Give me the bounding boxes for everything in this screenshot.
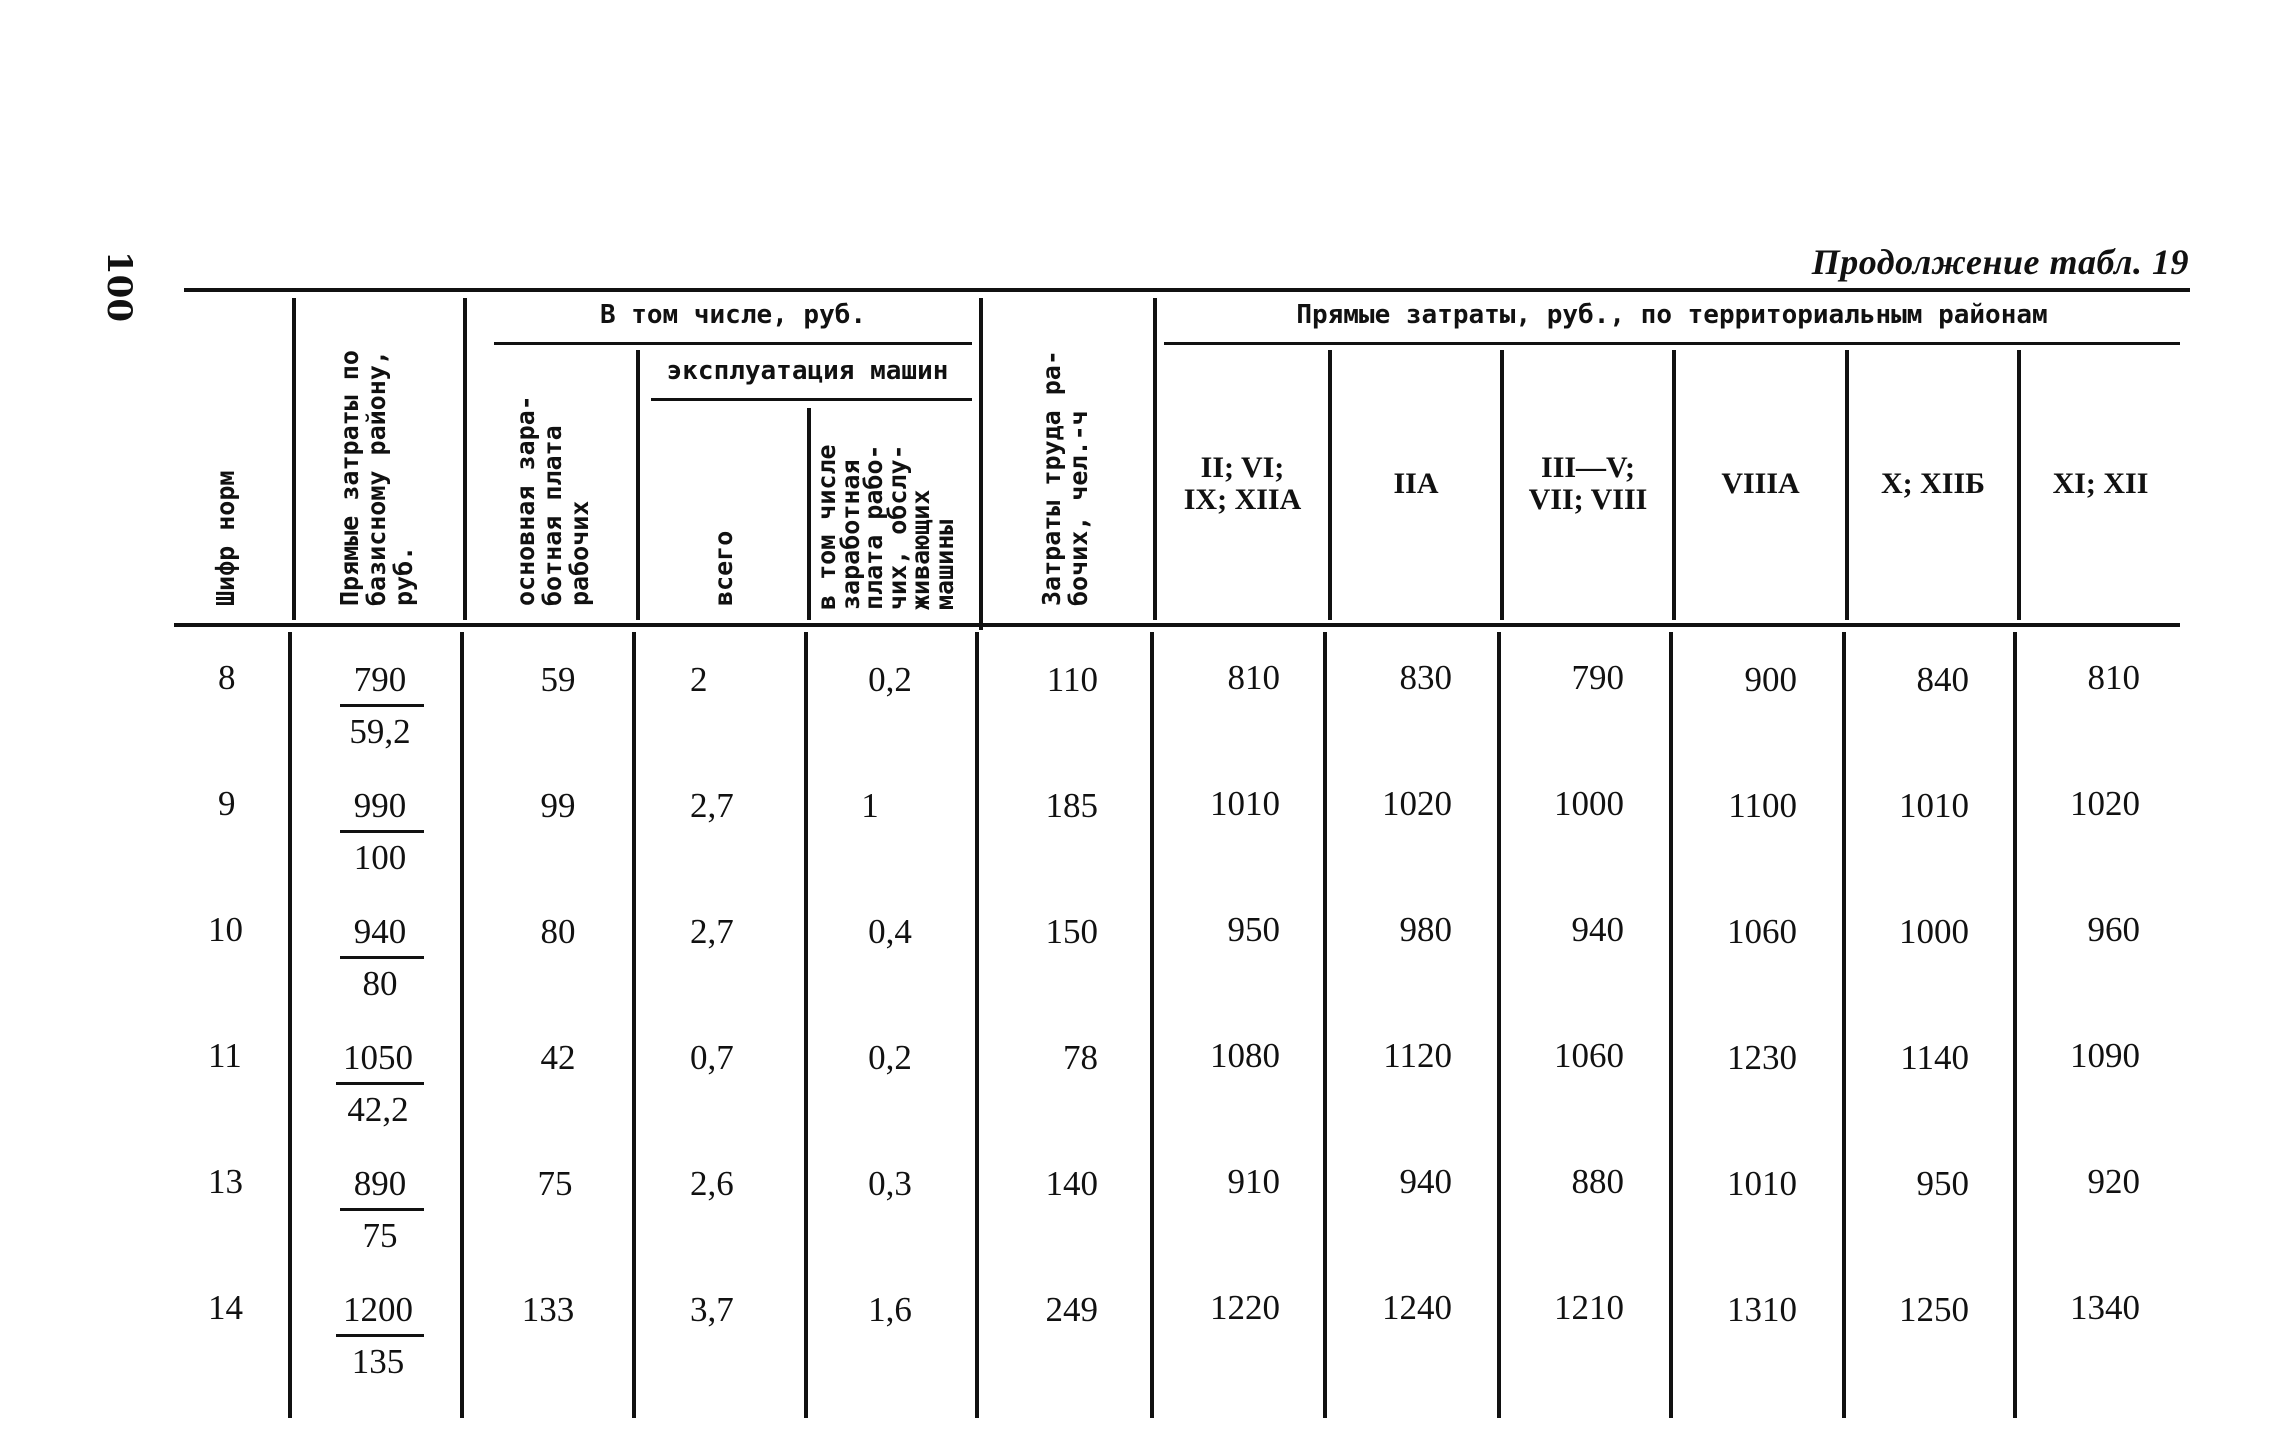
district-header: II; VI; IX; XIIA [1183, 451, 1302, 516]
cell-osnovnaya: 42 [540, 1038, 576, 1077]
header-shifr: Шифр норм [211, 470, 240, 606]
cell-district: 900 [1744, 660, 1797, 699]
cell-shifr: 11 [208, 1036, 242, 1075]
cell-district: 1020 [2070, 784, 2140, 823]
cell-osnovnaya: 133 [521, 1290, 575, 1329]
header-vline [292, 298, 296, 620]
cell-district: 1000 [1899, 912, 1969, 951]
cell-district: 1010 [1727, 1164, 1797, 1203]
cell-zp-mashin: 0,3 [868, 1164, 912, 1203]
fraction-numerator: 940 [353, 912, 407, 951]
cell-district: 1060 [1727, 912, 1797, 951]
cell-district: 1310 [1727, 1290, 1797, 1329]
body-vline [1842, 632, 1846, 1418]
header-zp-mashin: в том числе заработная плата рабо- чих, обслу- живающих машины [812, 444, 959, 610]
cell-district: 790 [1571, 658, 1624, 697]
cell-pryamye-fraction [330, 786, 430, 886]
cell-vsego: 2 [690, 660, 708, 699]
cell-pryamye-fraction [326, 1290, 430, 1390]
cell-pryamye-fraction [330, 912, 430, 1012]
cell-district: 830 [1399, 658, 1452, 697]
district-header: IIA [1393, 467, 1439, 500]
cell-district: 910 [1227, 1162, 1280, 1201]
cell-trud: 78 [1063, 1038, 1098, 1077]
cell-district: 950 [1227, 910, 1280, 949]
cell-district: 1340 [2070, 1288, 2140, 1327]
cell-osnovnaya: 99 [540, 786, 576, 825]
cell-zp-mashin: 0,2 [868, 660, 912, 699]
header-vline [463, 298, 467, 620]
cell-district: 1000 [1554, 784, 1624, 823]
body-vline [632, 632, 636, 1418]
body-vline [804, 632, 808, 1418]
header-pryamye-zatraty: Прямые затраты по базисному району, руб. [335, 350, 418, 606]
fraction-denominator: 75 [362, 1216, 398, 1255]
fraction-bar [340, 956, 424, 959]
header-v-tom-chisle: В том числе, руб. [599, 300, 867, 330]
fraction-bar [340, 1208, 424, 1211]
top-rule [184, 288, 2190, 292]
cell-vsego: 2,7 [690, 786, 734, 825]
cell-trud: 110 [1046, 660, 1098, 699]
cell-pryamye-fraction [330, 660, 430, 760]
cell-district: 1090 [2070, 1036, 2140, 1075]
fraction-numerator: 890 [353, 1164, 407, 1203]
fraction-denominator: 42,2 [347, 1090, 409, 1129]
cell-district: 960 [2087, 910, 2140, 949]
cell-zp-mashin: 1,6 [868, 1290, 912, 1329]
cell-district: 1080 [1210, 1036, 1280, 1075]
ekspluataciya-rule [651, 398, 972, 401]
header-ekspluataciya: эксплуатация машин [666, 356, 949, 386]
cell-district: 1250 [1899, 1290, 1969, 1329]
cell-district: 1020 [1382, 784, 1452, 823]
cell-district: 810 [1227, 658, 1280, 697]
district-header: III—V; VII; VIII [1528, 451, 1648, 516]
body-vline [1150, 632, 1154, 1418]
cell-trud: 150 [1045, 912, 1098, 951]
fraction-numerator: 1050 [343, 1038, 413, 1077]
header-vline [979, 298, 983, 630]
fraction-numerator: 1200 [343, 1290, 413, 1329]
cell-district: 950 [1916, 1164, 1969, 1203]
v-tom-chisle-rule [494, 342, 972, 345]
body-vline [1323, 632, 1327, 1418]
cell-district: 840 [1916, 660, 1969, 699]
body-vline [460, 632, 464, 1418]
cell-district: 1140 [1900, 1038, 1969, 1077]
cell-vsego: 0,7 [690, 1038, 734, 1077]
district-header: X; XIIБ [1880, 467, 1985, 500]
fraction-denominator: 135 [351, 1342, 405, 1381]
cell-zp-mashin: 0,2 [868, 1038, 912, 1077]
cell-district: 1210 [1554, 1288, 1624, 1327]
fraction-bar [336, 1334, 424, 1337]
cell-vsego: 3,7 [690, 1290, 734, 1329]
page-number: 100 [99, 251, 139, 322]
fraction-bar [340, 830, 424, 833]
body-vline [288, 632, 292, 1418]
cell-zp-mashin: 0,4 [868, 912, 912, 951]
header-bottom-rule [174, 623, 2180, 627]
cell-district: 880 [1571, 1162, 1624, 1201]
cell-district: 1060 [1554, 1036, 1624, 1075]
table-caption: Продолжение табл. 19 [1811, 242, 2189, 282]
cell-district: 810 [2087, 658, 2140, 697]
cell-district: 1220 [1210, 1288, 1280, 1327]
header-vsego: всего [709, 530, 738, 606]
header-vline [807, 408, 811, 620]
district-header: XI; XII [2052, 467, 2149, 500]
cell-trud: 140 [1045, 1164, 1098, 1203]
cell-osnovnaya: 75 [537, 1164, 573, 1203]
fraction-bar [336, 1082, 424, 1085]
body-vline [1497, 632, 1501, 1418]
cell-vsego: 2,7 [690, 912, 734, 951]
cell-district: 1120 [1383, 1036, 1452, 1075]
cell-district: 1230 [1727, 1038, 1797, 1077]
body-vline [975, 632, 979, 1418]
cell-district: 1100 [1728, 786, 1797, 825]
cell-district: 920 [2087, 1162, 2140, 1201]
body-vline [2013, 632, 2017, 1418]
cell-osnovnaya: 59 [540, 660, 576, 699]
fraction-denominator: 59,2 [349, 712, 411, 751]
header-rayony: Прямые затраты, руб., по территориальным районам [1296, 300, 2048, 330]
cell-shifr: 9 [218, 784, 236, 823]
rayony-rule [1164, 342, 2180, 345]
district-header: VIIIA [1721, 467, 1800, 500]
cell-vsego: 2,6 [690, 1164, 734, 1203]
fraction-bar [340, 704, 424, 707]
cell-district: 940 [1399, 1162, 1452, 1201]
header-osnovnaya-zp: основная зара- ботная плата рабочих [511, 395, 594, 606]
cell-pryamye-fraction [330, 1164, 430, 1264]
cell-district: 1240 [1382, 1288, 1452, 1327]
cell-district: 1010 [1210, 784, 1280, 823]
cell-osnovnaya: 80 [540, 912, 576, 951]
header-vline [636, 350, 640, 620]
fraction-denominator: 80 [362, 964, 398, 1003]
body-vline [1669, 632, 1673, 1418]
cell-district: 1010 [1899, 786, 1969, 825]
header-zatraty-truda: Затраты труда ра- бочих, чел.-ч [1037, 350, 1093, 606]
cell-zp-mashin: 1 [861, 786, 879, 825]
fraction-numerator: 790 [353, 660, 407, 699]
cell-shifr: 8 [218, 658, 236, 697]
fraction-numerator: 990 [353, 786, 407, 825]
cell-trud: 185 [1045, 786, 1098, 825]
cell-pryamye-fraction [326, 1038, 430, 1138]
cell-district: 940 [1571, 910, 1624, 949]
cell-district: 980 [1399, 910, 1452, 949]
cell-shifr: 10 [208, 910, 243, 949]
cell-shifr: 14 [208, 1288, 243, 1327]
fraction-denominator: 100 [353, 838, 407, 877]
cell-trud: 249 [1045, 1290, 1098, 1329]
cell-shifr: 13 [208, 1162, 243, 1201]
